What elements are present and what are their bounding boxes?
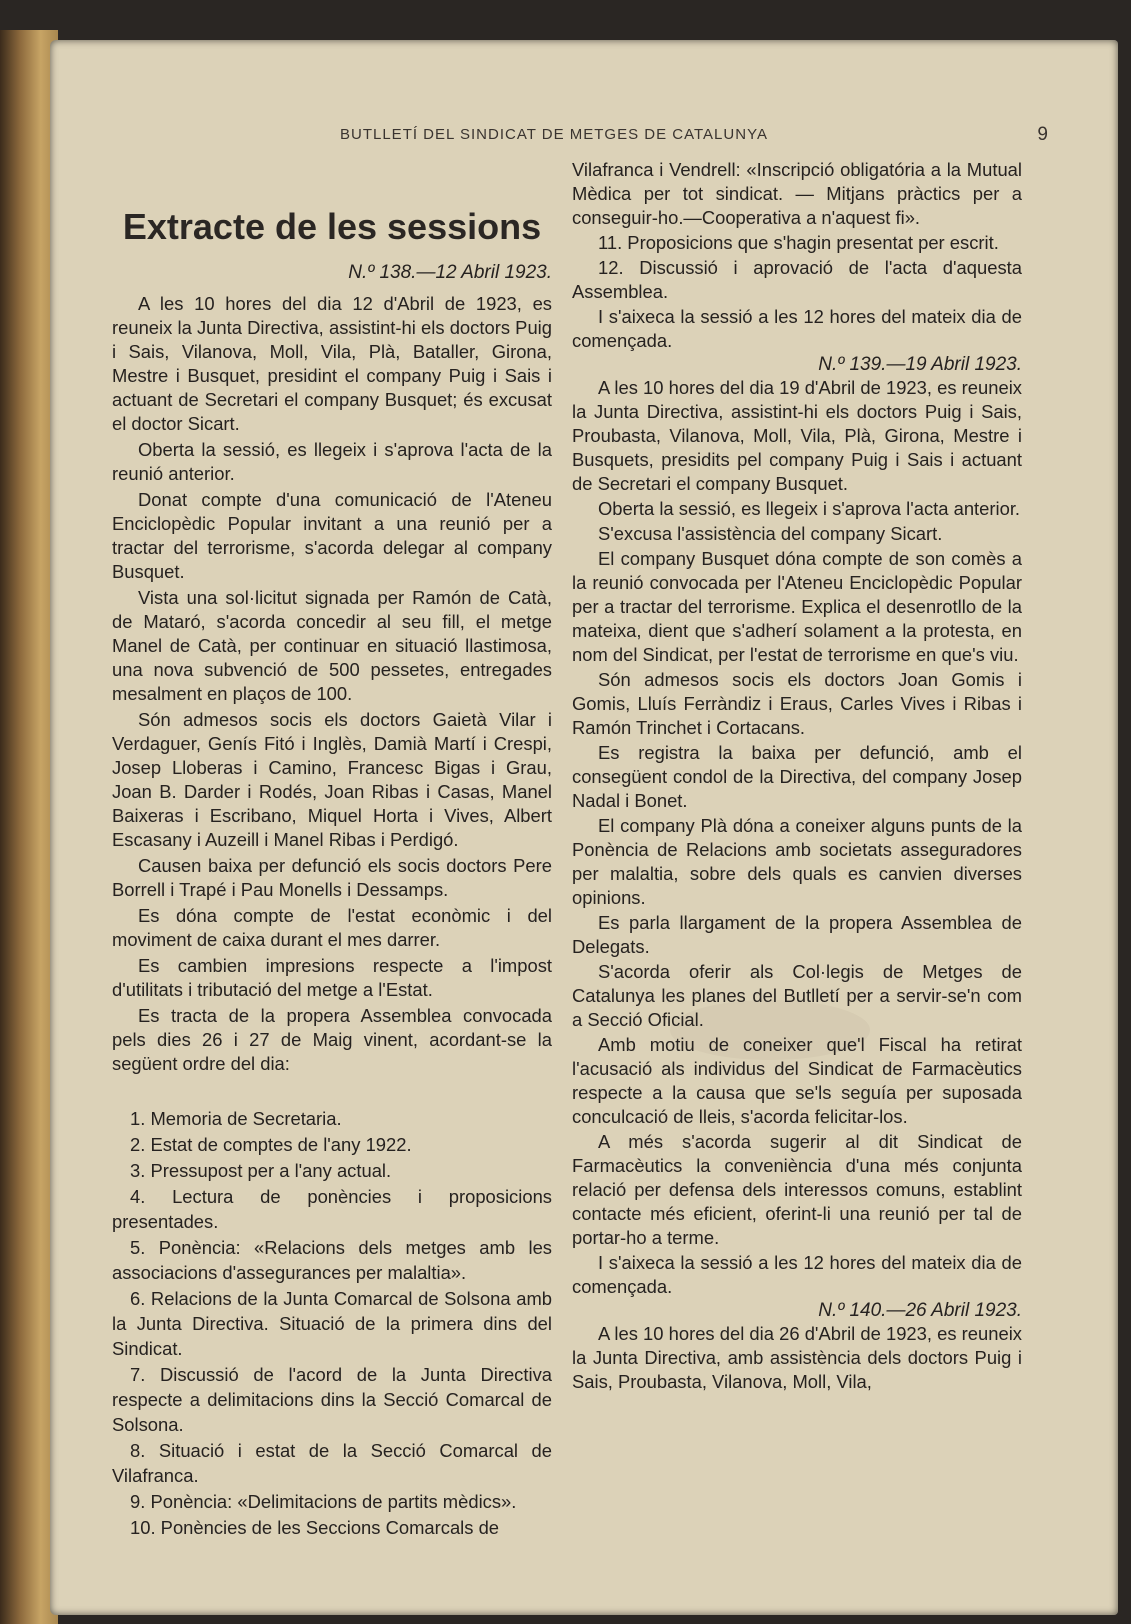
paragraph: S'acorda oferir als Col·legis de Metges de Catalunya les planes del Butlletí per a servir-se'n com a Secció Oficial. [572,961,1022,1030]
paragraph: Són admesos socis els doctors Joan Gomis i Gomis, Lluís Ferràndiz i Eraus, Carles Vives i Ribas i Ramón Trinchet i Cortacans. [572,669,1022,738]
session-heading-139: N.º 139.—19 Abril 1923. [818,354,1022,375]
session-heading-138: N.º 138.—12 Abril 1923. [348,262,552,283]
paragraph: Vista una sol·licitut signada per Ramón de Catà, de Mataró, s'acorda concedir al seu fill, el metge Manel de Catà, per continuar en situació llastimosa, una nova subvenció de 500 pessetes, entregades mesalment en plaços de 100. [112,587,552,704]
paragraph: S'excusa l'assistència del company Sicart. [598,523,943,544]
book-page [50,40,1118,1615]
paragraph: Oberta la sessió, es llegeix i s'aprova l'acta de la reunió anterior. [112,439,552,484]
agenda-item: 12. Discussió i aprovació de l'acta d'aquesta Assemblea. [572,257,1022,302]
agenda-list [112,1106,552,1540]
paragraph: El company Plà dóna a coneixer alguns punts de la Ponència de Relacions amb societats asseguradores per malaltia, sobre dels quals es canvien diverses opinions. [572,815,1022,908]
agenda-item: 8. Situació i estat de la Secció Comarcal de Vilafranca. [112,1440,552,1486]
agenda-item: 5. Ponència: «Relacions dels metges amb les associacions d'assegurances per malaltia». [112,1237,552,1283]
paragraph: Causen baixa per defunció els socis doctors Pere Borrell i Trapé i Pau Monells i Dessamps. [112,855,552,900]
paragraph: Es parla llargament de la propera Assemblea de Delegats. [572,912,1022,957]
agenda-item: 9. Ponència: «Delimitacions de partits mèdics». [130,1491,517,1512]
left-column [112,158,552,1541]
paragraph: A les 10 hores del dia 19 d'Abril de 1923, es reuneix la Junta Directiva, assistint-hi els doctors Puig i Sais, Proubasta, Vilanova, Moll, Vila, Plà, Girona, Mestre i Busquets, presidits pel company Puig i Sais i actuant de Secretari el company Busquet. [572,377,1022,494]
paragraph: Es dóna compte de l'estat econòmic i del moviment de caixa durant el mes darrer. [112,905,552,950]
agenda-item: 1. Memoria de Secretaria. [130,1108,342,1129]
paragraph: I s'aixeca la sessió a les 12 hores del mateix dia de començada. [572,306,1022,351]
paragraph: Es registra la baixa per defunció, amb el consegüent condol de la Directiva, del company Josep Nadal i Bonet. [572,742,1022,811]
running-title: BUTLLETÍ DEL SINDICAT DE METGES DE CATALUNYA [340,126,768,143]
agenda-item: 3. Pressupost per a l'any actual. [130,1160,392,1181]
page-number: 9 [1037,124,1048,145]
agenda-item: 11. Proposicions que s'hagin presentat per escrit. [598,232,999,253]
paragraph: Són admesos socis els doctors Gaietà Vilar i Verdaguer, Genís Fitó i Inglès, Damià Martí i Crespi, Josep Lloberas i Camino, Francesc Bigas i Grau, Joan B. Darder i Rodés, Joan Ribas i Casas, Manel Baixeras i Escribano, Miquel Horta i Vives, Albert Escasany i Auzeill i Manel Ribas i Perdigó. [112,709,552,850]
paragraph: A les 10 hores del dia 26 d'Abril de 1923, es reuneix la Junta Directiva, amb assistència dels doctors Puig i Sais, Proubasta, Vilanova, Moll, Vila, [572,1323,1022,1392]
paragraph: Es tracta de la propera Assemblea convocada pels dies 26 i 27 de Maig vinent, acordant-se la següent ordre del dia: [112,1005,552,1074]
agenda-item: 10. Ponències de les Seccions Comarcals de [130,1517,500,1538]
paragraph: Donat compte d'una comunicació de l'Ateneu Enciclopèdic Popular invitant a una reunió per a tractar del terrorisme, s'acorda delegar al company Busquet. [112,489,552,582]
paragraph: I s'aixeca la sessió a les 12 hores del mateix dia de començada. [572,1252,1022,1297]
paragraph: A més s'acorda sugerir al dit Sindicat de Farmacèutics la conveniència d'una més conjunta relació per defensa dels interessos comuns, establint contacte més eficient, oferint-li una reunió per tal de portar-ho a terme. [572,1131,1022,1248]
paragraph: Oberta la sessió, es llegeix i s'aprova l'acta anterior. [598,498,1021,519]
paragraph: Amb motiu de coneixer que'l Fiscal ha retirat l'acusació als individus del Sindicat de Farmacèutics respecte a la causa que se'ls seguía per suposada conculcació de lleis, s'acorda felicitar-los. [572,1034,1022,1127]
agenda-item: 6. Relacions de la Junta Comarcal de Solsona amb la Junta Directiva. Situació de la primera dins del Sindicat. [112,1288,552,1359]
session-heading-140: N.º 140.—26 Abril 1923. [818,1300,1022,1321]
paragraph: A les 10 hores del dia 12 d'Abril de 1923, es reuneix la Junta Directiva, assistint-hi els doctors Puig i Sais, Vilanova, Moll, Vila, Plà, Bataller, Girona, Mestre i Busquet, presidint el company Puig i Sais i actuant de Secretari el company Busquet; és excusat el doctor Sicart. [112,293,552,434]
paragraph: El company Busquet dóna compte de son comès a la reunió convocada per l'Ateneu Enciclopèdic Popular per a tractar del terrorisme. Explica el desenrotllo de la mateixa, dient que s'adherí solament a la protesta, en nom del Sindicat, per l'estat de terrorisme en que's viu. [572,548,1022,665]
agenda-item: 4. Lectura de ponències i proposicions presentades. [112,1186,552,1232]
agenda-item: 7. Discussió de l'acord de la Junta Directiva respecte a delimitacions dins la Secció Comarcal de Solsona. [112,1364,552,1435]
agenda-item: 2. Estat de comptes de l'any 1922. [130,1134,412,1155]
agenda-continuation: Vilafranca i Vendrell: «Inscripció obligatória a la Mutual Mèdica per tot sindicat. — Mitjans pràctics per a conseguir-ho.—Cooperativa a n'aquest fi». [572,159,1022,228]
article-title: Extracte de les sessions [122,206,542,247]
paragraph: Es cambien impresions respecte a l'impost d'utilitats i tributació del metge a l'Estat. [112,955,552,1000]
right-column [572,158,1022,1395]
